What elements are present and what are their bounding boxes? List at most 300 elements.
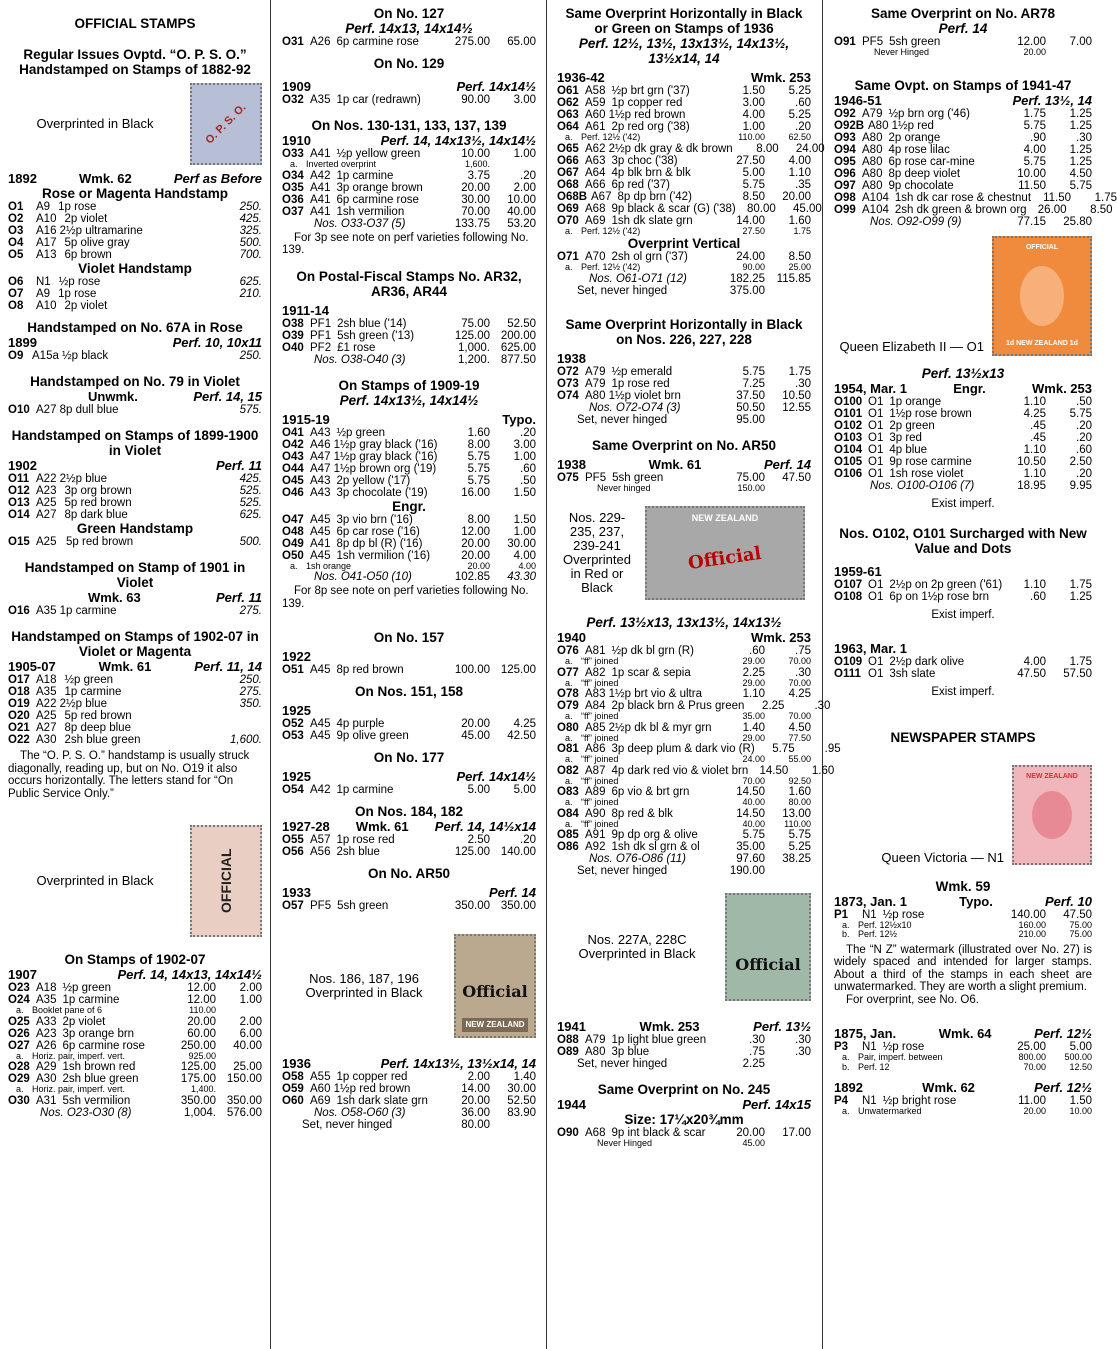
- price-unused: 20.00: [467, 560, 490, 571]
- sub-heading: Overprint Vertical: [627, 236, 741, 251]
- variety-desc: Perf. 12½x10: [858, 919, 912, 930]
- price-unused: 5.75: [467, 450, 490, 463]
- description: A22 2½p blue: [36, 473, 107, 485]
- price-unused: 350.00: [180, 1094, 216, 1107]
- price-unused: 35.00: [742, 711, 765, 721]
- design-type: A59: [585, 97, 606, 109]
- stamp-row: [834, 656, 1092, 668]
- variety-letter: a.: [290, 159, 298, 169]
- design-type: A17: [36, 237, 57, 249]
- description: 8p deep blue: [64, 722, 131, 734]
- total-row: Nos. O33-O37 (5) 133.75 53.20: [314, 217, 536, 230]
- variety-desc: “ff” joined: [581, 677, 619, 688]
- stamp-row: [8, 1028, 262, 1040]
- stamp-row: [8, 288, 262, 300]
- variety-letter: a.: [842, 1106, 850, 1116]
- heading: On Nos. 151, 158: [354, 684, 464, 699]
- design-type: A25: [36, 710, 57, 722]
- sub-row: [557, 734, 811, 744]
- perf: Perf. 14: [938, 21, 988, 36]
- price-unused: 14.00: [461, 1083, 490, 1095]
- description: 2sh blue: [336, 846, 380, 858]
- design-type: O1: [868, 407, 884, 420]
- issue-header: 1907 Perf. 14, 14x13, 14x14½: [8, 967, 262, 982]
- set-row: Set, never hinged 375.00: [577, 284, 765, 297]
- design-type: O1: [868, 467, 884, 480]
- design-type: A18: [36, 674, 57, 686]
- stamp-row: [8, 225, 262, 237]
- price-used: 5.75: [1069, 407, 1092, 420]
- catalog-number: O89: [557, 1046, 579, 1058]
- stamp-list: [282, 318, 536, 354]
- description: 2sh blue green: [62, 1073, 139, 1085]
- stamp-row: [557, 109, 811, 121]
- issue-header: 1938 Wmk. 61 Perf. 14: [557, 456, 811, 472]
- design-type: A66: [585, 178, 606, 191]
- stamp-row: [8, 674, 262, 686]
- catalog-number: O66: [557, 154, 579, 167]
- price-used: 70.00: [788, 711, 811, 721]
- total-row: Nos. O92-O99 (9) 77.15 25.80: [870, 215, 1092, 228]
- stamp-row: [8, 213, 262, 225]
- catalog-number: O86: [557, 841, 579, 853]
- price-used: 1.60: [811, 764, 835, 777]
- sub-row: [8, 1006, 262, 1016]
- stamp-row: [8, 982, 262, 994]
- design-type: A55: [310, 1071, 331, 1083]
- design-type: A45: [310, 549, 331, 562]
- description: ½p green: [336, 426, 386, 439]
- catalog-number: O47: [282, 513, 304, 526]
- price-unused: 4.25: [1023, 407, 1046, 420]
- stamp-row: [8, 497, 262, 509]
- price-unused: 4.00: [1023, 143, 1046, 156]
- price-unused: 275.00: [454, 36, 490, 48]
- total-row: Nos. O100-O106 (7) 18.95 9.95: [870, 479, 1092, 492]
- heading: On No. 129: [373, 56, 445, 71]
- price-used: 1.25: [1069, 119, 1092, 132]
- price-unused: 2.00: [467, 1071, 490, 1083]
- sub-row: Never Hinged 45.00: [597, 1138, 765, 1148]
- design-type: O1: [868, 578, 884, 591]
- figure-caption: Overprinted in Black: [36, 873, 154, 888]
- price-used: 1.75: [788, 365, 811, 378]
- issue-header: 1927-28 Wmk. 61 Perf. 14, 14½x14: [282, 819, 536, 834]
- issue-header: 1892 Wmk. 62 Perf as Before: [8, 171, 262, 186]
- design-type: A63: [585, 154, 606, 167]
- description: 5p olive gray: [64, 237, 130, 249]
- variety-desc: Perf. 12½: [858, 929, 898, 939]
- column-3: [557, 6, 841, 1349]
- sub-row: [8, 1052, 262, 1062]
- stamp-row: [834, 203, 1113, 216]
- variety-letter: a.: [565, 656, 573, 666]
- stamp-row: [834, 432, 1092, 444]
- price-used: 6.00: [239, 1027, 262, 1040]
- stamp-row: [834, 909, 1092, 921]
- column-1: [8, 6, 262, 1349]
- figure-caption: Queen Victoria — N1: [881, 849, 1004, 865]
- design-type: O1: [868, 667, 884, 680]
- issue-header: 1905-07 Wmk. 61 Perf. 11, 14: [8, 659, 262, 674]
- stamp-row: [557, 1127, 811, 1139]
- stamp-list: [282, 427, 536, 499]
- sub-row: Never hinged 150.00: [597, 482, 765, 493]
- description: 6p carmine rose: [336, 36, 419, 48]
- price-unused: 10.50: [1017, 455, 1046, 468]
- description: 2p black brn & Prus green: [611, 700, 745, 712]
- stamp-row: [557, 764, 835, 777]
- catalog-number: O81: [557, 743, 579, 755]
- design-type: A68: [585, 1127, 606, 1139]
- note: The “O. P. S. O.” handstamp is usually struck diagonally, reading up, but on No. O19 it also occurs horizontally. The letters stand for “On Public Service Only.”: [8, 750, 250, 800]
- catalog-number: O34: [282, 169, 304, 182]
- stamp-row: [8, 686, 262, 698]
- price-unused: 20.00: [736, 1127, 765, 1139]
- price-used: .30: [795, 377, 811, 390]
- price-used: 5.25: [788, 109, 811, 121]
- catalog-number: O37: [282, 205, 304, 218]
- catalog-number: O82: [557, 764, 579, 777]
- design-type: A79: [585, 365, 606, 378]
- figure-caption: Queen Elizabeth II — O1: [839, 338, 984, 354]
- price-used: 350.00: [226, 1094, 262, 1107]
- price-used: .35: [795, 178, 811, 191]
- price-unused: 8.50: [742, 190, 765, 203]
- catalog-number: O98: [834, 191, 856, 204]
- catalog-number: O30: [8, 1094, 30, 1107]
- heading: On Stamps of 1909-19: [338, 377, 480, 393]
- description: 1p copper red: [336, 1071, 408, 1083]
- price-unused: 14.50: [736, 807, 765, 820]
- heading: Handstamped on Stamps of 1899-1900 in Violet: [11, 428, 259, 458]
- catalog-number: O32: [282, 94, 304, 106]
- sub-heading: Engr.: [392, 498, 426, 514]
- sub-row: [557, 798, 811, 808]
- catalog-number: O13: [8, 497, 30, 509]
- heading: Same Overprint Horizontally in Black or Green on Stamps of 1936: [565, 6, 803, 36]
- imperf-note: Exist imperf.: [931, 608, 995, 621]
- design-type: A68: [585, 202, 606, 215]
- variety-desc: “ff” joined: [581, 656, 619, 666]
- design-type: A26: [310, 36, 331, 48]
- stamp-row: [282, 330, 536, 342]
- stamp-row: O10 A27 8p dull blue 575.: [8, 404, 262, 416]
- design-type: A41: [310, 148, 331, 160]
- stamp-row: [282, 170, 536, 182]
- issue-header: 1936-42 Wmk. 253: [557, 70, 811, 85]
- variety-desc: Booklet pane of 6: [32, 1005, 103, 1015]
- note: For 8p see note on perf varieties following No. 139.: [282, 585, 529, 610]
- description: 2sh blue green: [64, 734, 141, 746]
- stamp-row: [557, 841, 811, 853]
- total-row: Nos. O41-O50 (10) 102.85 43.30: [314, 571, 536, 583]
- design-type: O1: [868, 419, 884, 432]
- description: 8p dark blue: [64, 509, 128, 521]
- design-type: A9: [36, 288, 51, 300]
- design-type: A25: [36, 497, 57, 509]
- description: ½p green: [62, 982, 112, 994]
- price-unused: 20.00: [461, 181, 490, 194]
- catalog-number: O83: [557, 786, 579, 798]
- price-unused: 1,400.: [190, 1084, 216, 1094]
- description: ½p dk bl grn (R): [611, 645, 694, 657]
- catalog-number: O101: [834, 407, 863, 420]
- stamp-list: [8, 982, 262, 1107]
- variety-letter: a.: [565, 225, 573, 236]
- stamp-image: NEW ZEALAND Official: [645, 506, 805, 600]
- sub-row: [557, 755, 811, 765]
- column-divider: [546, 0, 547, 1349]
- stamp-row: [557, 202, 822, 215]
- description: 1p carmine: [62, 994, 120, 1006]
- description: 1p rose: [58, 288, 97, 300]
- issue-header: 1946-51 Perf. 13½, 14: [834, 92, 1092, 108]
- price-used: 2.50: [1069, 455, 1092, 468]
- design-type: A64: [585, 166, 606, 179]
- price-unused: 10.00: [1017, 167, 1046, 180]
- catalog-number: O78: [557, 688, 579, 700]
- description: 1p light blue green: [611, 1034, 707, 1046]
- stamp-row: [8, 300, 262, 312]
- variety-letter: a.: [16, 1084, 24, 1094]
- design-type: A23: [36, 1027, 57, 1040]
- price-unused: 10.00: [461, 148, 490, 160]
- variety-letter: a.: [565, 732, 573, 743]
- design-type: A43: [310, 474, 331, 487]
- stamp-row: [834, 132, 1092, 144]
- design-type: A27: [36, 509, 57, 521]
- stamp-row: [8, 722, 262, 734]
- price-used: 40.00: [507, 205, 536, 218]
- variety-letter: a.: [842, 1052, 850, 1062]
- price-used: 42.50: [507, 730, 536, 742]
- price-used: 30.00: [507, 1083, 536, 1095]
- price-used: 110.00: [784, 818, 811, 829]
- description: 2sh blue ('14): [337, 317, 407, 330]
- description: 2sh ol grn ('37): [611, 251, 688, 263]
- price-used: .20: [1076, 467, 1092, 480]
- stamp-image: OFFICIAL 1d NEW ZEALAND 1d: [992, 236, 1092, 356]
- catalog-number: O84: [557, 807, 579, 820]
- price-unused: 5.75: [772, 743, 795, 755]
- set-row: Set, never hinged 190.00: [577, 865, 765, 877]
- price-used: 92.50: [788, 775, 811, 786]
- stamp-list: [282, 718, 536, 742]
- variety-letter: a.: [565, 132, 573, 142]
- variety-letter: a.: [565, 677, 573, 688]
- issue-header: 1873, Jan. 1 Typo. Perf. 10: [834, 893, 1092, 909]
- description: 5sh green: [337, 900, 389, 912]
- sub-heading: Green Handstamp: [76, 521, 194, 536]
- price-used: 1.10: [788, 166, 811, 179]
- design-type: A62 2½p dk gray & dk brown: [585, 142, 733, 155]
- stamp-list: [834, 909, 1092, 940]
- description: 4p dark red vio & violet brn: [611, 764, 749, 777]
- price-unused: 11.50: [1043, 191, 1072, 204]
- price-used: 47.50: [1063, 908, 1092, 921]
- stamp-row: [8, 485, 262, 497]
- catalog-number: O103: [834, 431, 863, 444]
- price-used: 1.50: [1069, 1095, 1092, 1107]
- price-unused: 70.00: [461, 205, 490, 218]
- description: ½p rose: [882, 908, 925, 921]
- design-type: A87: [585, 764, 606, 777]
- description: 9p rose carmine: [889, 455, 972, 468]
- catalog-number: O28: [8, 1061, 30, 1073]
- description: 1p carmine: [336, 169, 394, 182]
- stamp-row: [834, 36, 1092, 48]
- description: 6p carmine rose: [62, 1039, 145, 1052]
- price-used: 1.25: [1069, 155, 1092, 168]
- description: ½p green: [64, 674, 114, 686]
- size-note: Size: 17¼x20¾mm: [624, 1112, 744, 1127]
- price-used: 1.60: [788, 786, 811, 798]
- issue-header: Wmk. 63 Perf. 11: [88, 590, 262, 605]
- stamp-row: [8, 710, 262, 722]
- price-unused: 8.00: [467, 513, 490, 526]
- design-type: A35: [36, 994, 57, 1006]
- stamp-row: [8, 249, 262, 261]
- catalog-number: O108: [834, 590, 863, 603]
- figure-caption: Nos. 227A, 228C Overprinted in Black: [578, 932, 696, 961]
- price-unused: 12.00: [1017, 36, 1046, 48]
- description: 5sh green ('13): [337, 329, 415, 342]
- design-type: A79: [585, 377, 606, 390]
- price-used: 45.00: [792, 202, 822, 215]
- catalog-number: O104: [834, 443, 863, 456]
- heading-ops0: Regular Issues Ovptd. “O. P. S. O.” Handstamped on Stamps of 1882-92: [19, 47, 251, 77]
- price-used: .75: [795, 645, 811, 657]
- stamp-row: [282, 1095, 536, 1107]
- price-used: 40.00: [233, 1039, 262, 1052]
- description: 4p purple: [336, 718, 385, 730]
- sub-heading: Wmk. 59: [935, 878, 991, 894]
- price-unused: .30: [749, 1034, 765, 1046]
- description: 6p on 1½p rose brn: [889, 590, 990, 603]
- design-type: PF2: [310, 341, 332, 354]
- catalog-number: O88: [557, 1034, 579, 1046]
- sub-row: [557, 777, 811, 787]
- price-used: 24.00: [795, 142, 825, 155]
- design-type: A26: [36, 1039, 57, 1052]
- stamp-row: [834, 579, 1092, 591]
- catalog-number: O53: [282, 730, 304, 742]
- price-unused: 5.75: [742, 178, 765, 191]
- description: 1sh dk sl grn & ol: [611, 841, 700, 853]
- stamp-row: [557, 155, 811, 167]
- heading: Same Overprint on No. 245: [597, 1082, 771, 1097]
- variety-letter: a.: [290, 560, 298, 571]
- variety-desc: “ff” joined: [581, 818, 619, 829]
- description: 1p orange: [889, 395, 942, 408]
- stamp-image: Official NEW ZEALAND: [454, 934, 536, 1038]
- stamp-row: [282, 550, 536, 562]
- stamp-row: [282, 1071, 536, 1083]
- stamp-row: [282, 451, 536, 463]
- catalog-number: O49: [282, 537, 304, 550]
- heading: On No. 177: [373, 750, 445, 765]
- stamp-list: [557, 1127, 811, 1139]
- catalog-number: O106: [834, 467, 863, 480]
- column-divider: [822, 0, 823, 1349]
- price-used: .50: [1076, 395, 1092, 408]
- sub-heading: Rose or Magenta Handstamp: [41, 186, 229, 201]
- description: 8p red brown: [336, 664, 404, 676]
- price-unused: 12.00: [461, 525, 490, 538]
- catalog-number: O57: [282, 900, 304, 912]
- design-type: N1: [862, 1095, 877, 1107]
- sub-row: [557, 657, 811, 667]
- price-unused: 40.00: [742, 818, 765, 829]
- design-type: A92: [585, 841, 606, 853]
- price-used: 10.00: [1069, 1106, 1092, 1116]
- price-used: 140.00: [500, 846, 536, 858]
- catalog-number: O71: [557, 251, 579, 263]
- stamp-row: [557, 808, 811, 820]
- price-used: 1.75: [1069, 578, 1092, 591]
- stamp-row: [8, 1016, 262, 1028]
- price-used: 17.00: [782, 1127, 811, 1139]
- design-type: A58: [585, 85, 606, 97]
- catalog-number: O75: [557, 471, 579, 484]
- stamp-row: [282, 463, 536, 475]
- price-unused: 7.25: [742, 377, 765, 390]
- set-row: Set, never hinged 95.00: [577, 413, 765, 426]
- design-type: PF1: [310, 329, 332, 342]
- perf: Perf. 12½, 13½, 13x13½, 14x13½, 13½x14, 14: [578, 36, 790, 66]
- description: ½p brn org ('46): [888, 107, 970, 120]
- price-unused: 5.00: [467, 784, 490, 796]
- stamp-row: [557, 366, 811, 378]
- sub-row: [834, 1107, 1092, 1117]
- price-used: 5.00: [1069, 1041, 1092, 1053]
- stamp-list: [557, 1034, 811, 1058]
- catalog-number: O94: [834, 143, 856, 156]
- price-unused: 27.50: [742, 225, 765, 236]
- issue-header: 1925: [282, 703, 311, 718]
- price-unused: 3.00: [742, 97, 765, 109]
- issue-header: 1915-19 Typo.: [282, 411, 536, 427]
- catalog-number: O61: [557, 85, 579, 97]
- price-unused: 29.00: [742, 656, 765, 666]
- catalog-number: O72: [557, 365, 579, 378]
- variety-letter: a.: [565, 711, 573, 721]
- price-used: .30: [795, 1046, 811, 1058]
- price-unused: 26.00: [1037, 203, 1067, 216]
- design-type: A33: [36, 1015, 57, 1028]
- sub-row: [557, 679, 811, 689]
- description: 1p carmine: [64, 686, 122, 698]
- heading: Handstamped on Stamps of 1902-07 in Violet or Magenta: [11, 629, 259, 659]
- sub-row: [557, 227, 811, 237]
- price: 425.: [239, 213, 262, 225]
- price-unused: 14.50: [736, 786, 765, 798]
- design-type: O1: [868, 431, 884, 444]
- catalog-number: O91: [834, 36, 856, 48]
- description: 8p dp brn ('42): [617, 190, 692, 203]
- catalog-number: O43: [282, 450, 304, 463]
- price-unused: 16.00: [461, 486, 490, 499]
- price-used: 52.50: [507, 1095, 536, 1107]
- price-unused: 125.00: [454, 846, 490, 858]
- description: 1sh dk slate grn: [611, 214, 693, 227]
- price-unused: 80.00: [746, 202, 776, 215]
- description: 3p deep plum & dark vio (R): [611, 743, 755, 755]
- catalog-number: O23: [8, 982, 30, 994]
- price-unused: 20.00: [461, 549, 490, 562]
- stamp-row: [834, 456, 1092, 468]
